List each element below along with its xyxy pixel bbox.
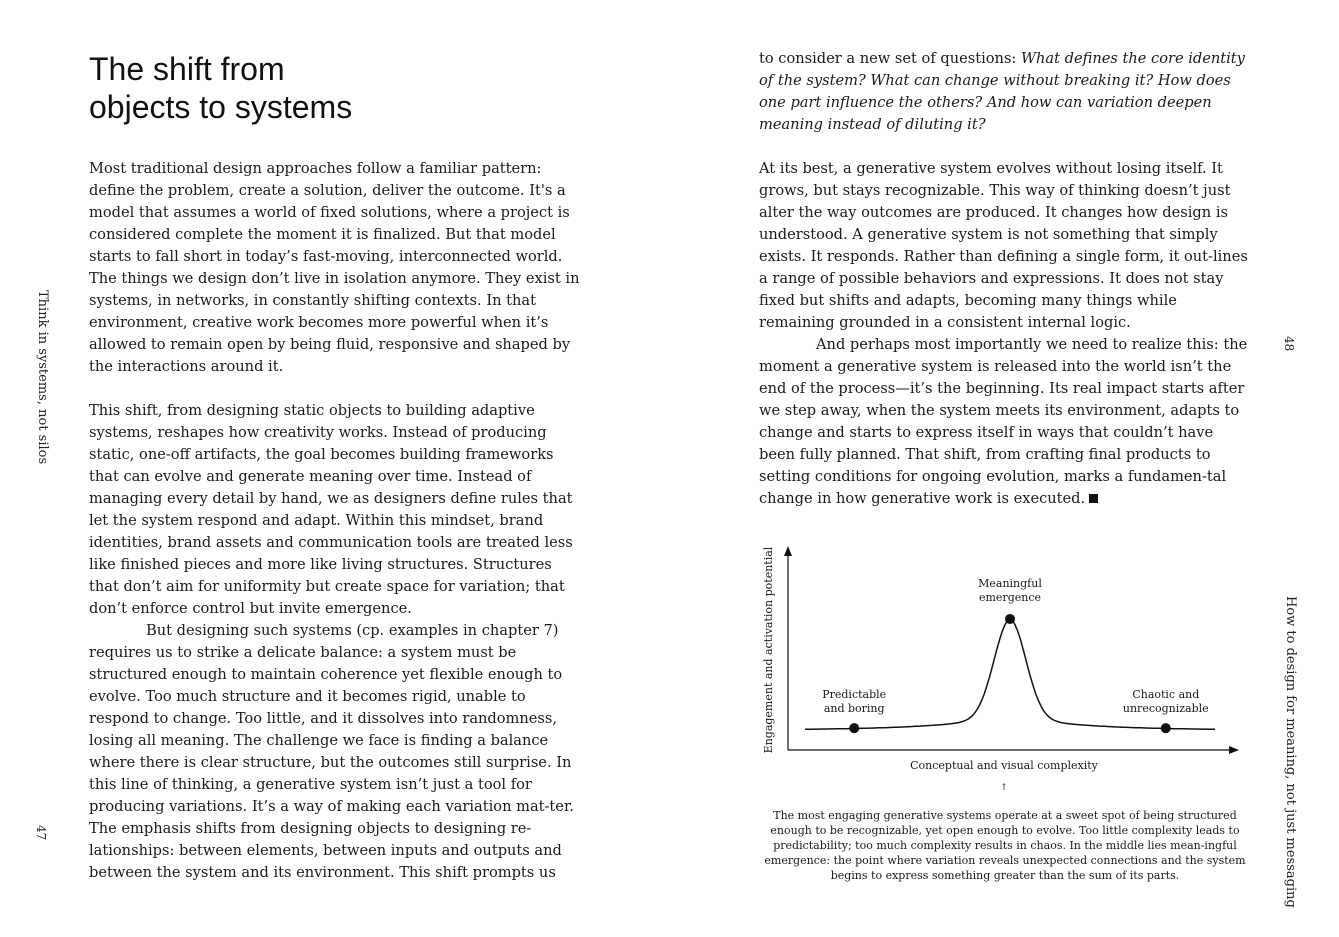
x-axis-label: Conceptual and visual complexity (910, 759, 1098, 772)
chart-caption: The most engaging generative systems operate at a sweet spot of being structured enough to be recognizable, yet open enough to evolve. Too little complexity leads to predictability; too much complexity results in chaos. In the middle lies mean-ingful emergence: the point where variation reveals unexpected connections and the system begins to express something greater than the sum of its parts. (764, 809, 1246, 882)
chart-point-2 (1005, 614, 1015, 624)
continuation-text: to consider a new set of questions: (759, 50, 1021, 67)
chart-point-3-label-1: Chaotic and (1132, 688, 1200, 702)
chart-point-1-label-2: and boring (823, 702, 885, 716)
page-number-left: 47 (34, 825, 48, 841)
chart-point-3-label-2: unrecognizable (1122, 702, 1209, 716)
axis-marker: ↑ (1000, 783, 1008, 793)
left-paragraph-3: But designing such systems (cp. examples in chapter 7) requires us to strike a delicate balance: a system must be structured enough to maintain coherence yet flexible enough to evolve. Too much structure and it becomes rigid, unable to respond to change. Too little, and it dissolves into randomness, losing all meaning. The challenge we face is finding a balance where there is clear structure, but the outcomes still surprise. In this line of thinking, a generative system isn’t just a tool for producing variations. It’s a way of making each variation mat-ter. The emphasis shifts from designing objects to designing re-lationships: between elements, between inputs and outputs and between the system and its environment. This shift prompts us (89, 622, 574, 881)
chart-point-1 (849, 723, 859, 733)
end-mark-icon (1089, 494, 1098, 503)
complexity-chart (755, 538, 1255, 798)
left-paragraph-1: Most traditional design approaches follow a familiar pattern: define the problem, create a solution, deliver the outcome. It's a model that assumes a world of fixed solutions, where a project is considered complete the moment it is finalized. But that model starts to fall short in today’s fast-moving, interconnected world. The things we design don’t live in isolation anymore. They exist in systems, in networks, in constantly shifting contexts. In that environment, creative work becomes more powerful when it’s allowed to remain open by being fluid, responsive and shaped by the interactions around it. (89, 160, 580, 375)
chart-point-2-label-1: Meaningful (978, 576, 1042, 590)
y-axis-label: Engagement and activation potential (762, 546, 775, 754)
chart-point-3 (1161, 723, 1171, 733)
questions-text: What defines the core identity of the system? What can change without breaking it? How does one part influence the others? And how can variation deepen meaning instead of diluting it? (759, 50, 1245, 133)
left-text-column (89, 158, 584, 884)
title-line-2: objects to systems (89, 89, 353, 125)
page-number-right: 48 (1282, 336, 1296, 352)
running-head-right: How to design for meaning, not just messaging (1283, 596, 1298, 908)
right-paragraph-2: At its best, a generative system evolves without losing itself. It grows, but stays recognizable. This way of thinking doesn’t just alter the way outcomes are produced. It changes how design is understood. A generative system is not something that simply exists. It responds. Rather than defining a single form, it out-lines a range of possible behaviors and expressions. It does not stay fixed but shifts and adapts, becoming many things while remaining grounded in a consistent internal logic. (759, 160, 1248, 331)
right-paragraph-1 (759, 48, 1251, 136)
x-axis-arrow-icon (1229, 746, 1239, 754)
page-title (89, 50, 509, 126)
y-axis-arrow-icon (784, 546, 792, 556)
right-paragraph-3-text: And perhaps most importantly we need to realize this: the moment a generative system is released into the world isn’t the end of the process—it’s the beginning. Its real impact starts after we step away, when the system meets its environment, adapts to change and starts to express itself in ways that couldn’t have been fully planned. That shift, from crafting final products to setting conditions for ongoing evolution, marks a fundamen-tal change in how generative work is executed. (759, 336, 1248, 507)
right-paragraph-3 (759, 334, 1251, 510)
title-line-1: The shift from (89, 51, 285, 87)
right-text-column (759, 48, 1251, 510)
chart-point-1-label-1: Predictable (822, 688, 887, 702)
running-head-left: Think in systems, not silos (35, 290, 50, 465)
left-paragraph-2: This shift, from designing static objects to building adaptive systems, reshapes how creativity works. Instead of producing static, one-off artifacts, the goal becomes building frameworks that can evolve and generate meaning over time. Instead of managing every detail by hand, we as designers define rules that let the system respond and adapt. Within this mindset, brand identities, brand assets and communication tools are treated less like finished pieces and more like living structures. Structures that don’t aim for uniformity but create space for variation; that don’t enforce control but invite emergence. (89, 402, 573, 617)
chart-point-2-label-2: emergence (978, 590, 1042, 604)
